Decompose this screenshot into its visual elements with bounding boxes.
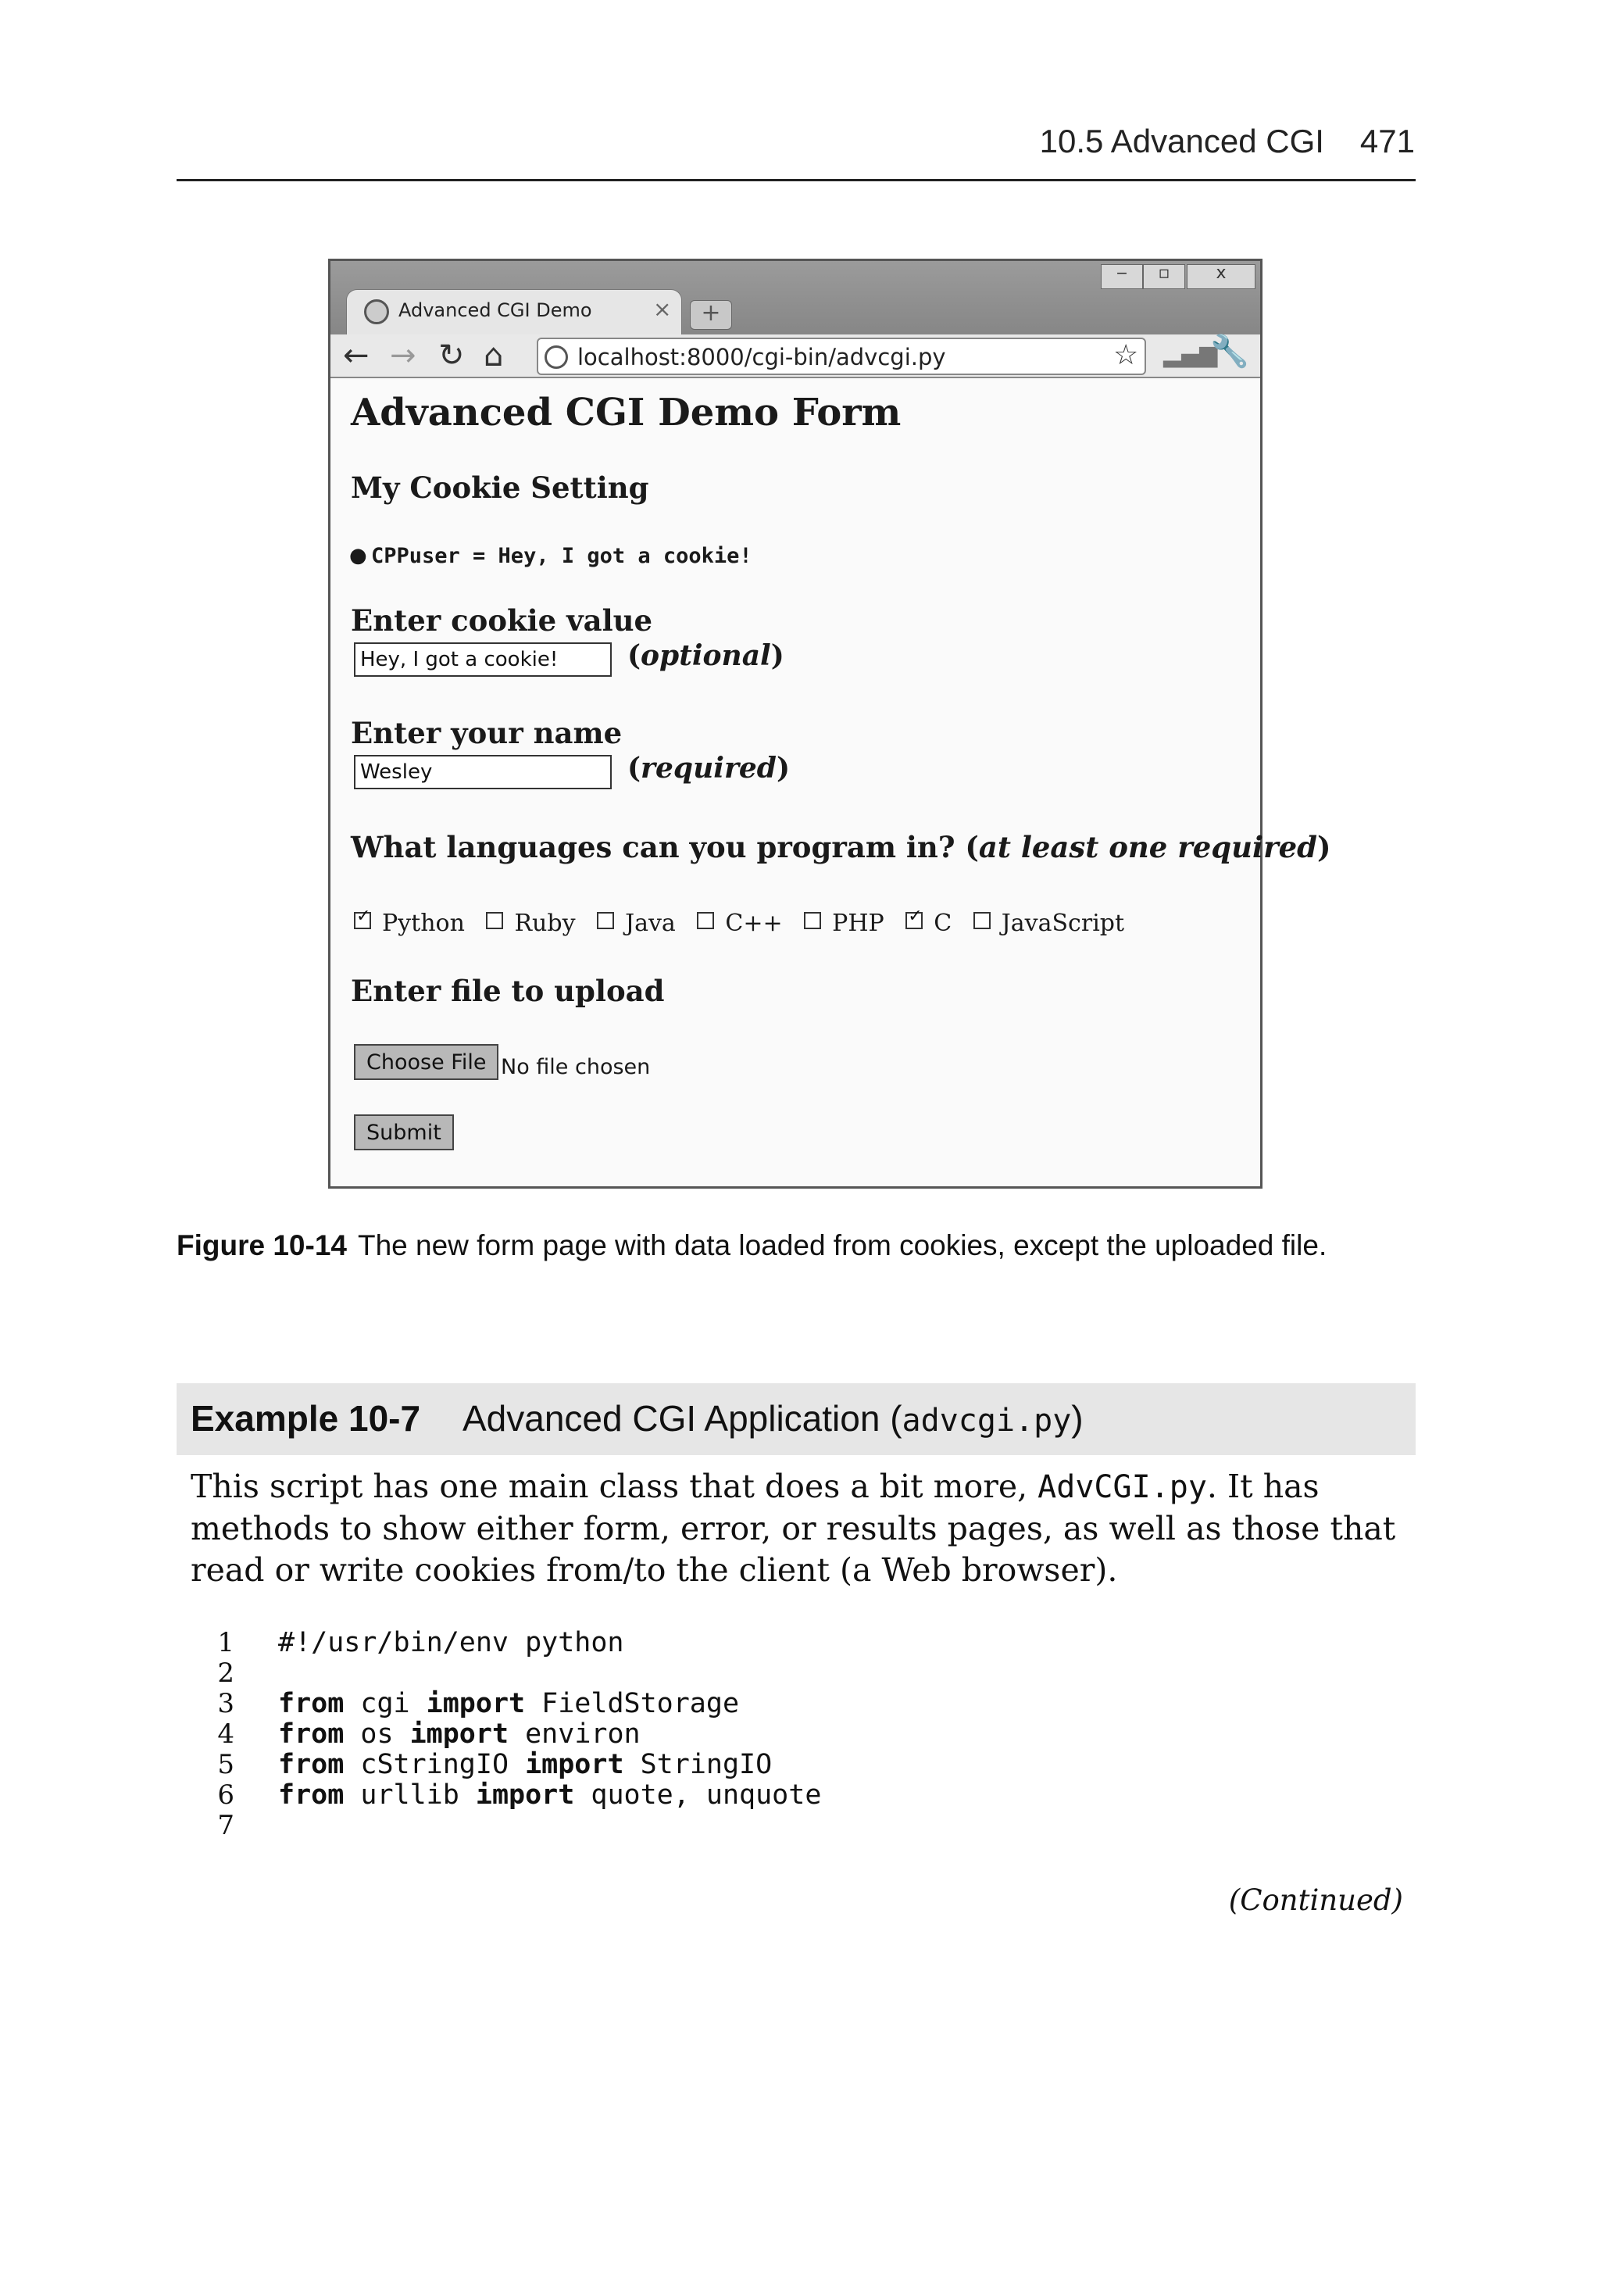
tab-close-icon[interactable]: × bbox=[653, 296, 672, 322]
example-filename: advcgi.py bbox=[902, 1403, 1072, 1439]
form-title: Advanced CGI Demo Form bbox=[351, 391, 902, 435]
running-header bbox=[1040, 123, 1415, 160]
no-file-text: No file chosen bbox=[501, 1055, 651, 1079]
page-number: 471 bbox=[1359, 123, 1415, 159]
checkbox-c[interactable] bbox=[905, 912, 923, 929]
upload-label: Enter file to upload bbox=[351, 974, 665, 1008]
wrench-icon[interactable]: 🔧 bbox=[1210, 334, 1249, 370]
code-keyword: import bbox=[426, 1688, 526, 1719]
forward-arrow-icon[interactable]: → bbox=[390, 338, 416, 374]
line-number: 6 bbox=[217, 1779, 234, 1811]
maximize-button[interactable] bbox=[1143, 264, 1185, 289]
url-text[interactable]: localhost:8000/cgi-bin/advcgi.py bbox=[577, 344, 946, 370]
code-text bbox=[278, 1749, 772, 1780]
header-rule bbox=[177, 179, 1416, 181]
code-token: os bbox=[344, 1718, 410, 1750]
code-token: urllib bbox=[344, 1779, 476, 1811]
line-number: 3 bbox=[217, 1688, 234, 1719]
checkbox-ruby[interactable] bbox=[486, 912, 503, 929]
name-hint: (required) bbox=[627, 752, 791, 785]
reload-icon[interactable]: ↻ bbox=[438, 338, 465, 374]
line-number: 4 bbox=[217, 1718, 234, 1750]
choose-file-button[interactable]: Choose File bbox=[354, 1044, 498, 1080]
address-bar[interactable] bbox=[537, 338, 1146, 375]
code-text bbox=[278, 1688, 739, 1719]
browser-title-bar bbox=[330, 261, 1260, 378]
figure-label: Figure 10-14 bbox=[177, 1229, 347, 1261]
language-label: Python bbox=[382, 910, 465, 937]
intro-paragraph bbox=[191, 1466, 1409, 1591]
continued-note: (Continued) bbox=[1228, 1883, 1403, 1917]
code-keyword: import bbox=[475, 1779, 575, 1811]
figure-caption-text: The new form page with data loaded from cookies, except the uploaded file. bbox=[357, 1229, 1327, 1261]
name-hint-text: required bbox=[641, 752, 777, 785]
code-token: FieldStorage bbox=[525, 1688, 740, 1719]
code-text bbox=[278, 1779, 821, 1811]
cookie-hint: (optional) bbox=[627, 639, 784, 672]
code-text bbox=[278, 1627, 624, 1658]
example-title-text: Advanced CGI Application ( bbox=[462, 1398, 902, 1439]
line-number: 1 bbox=[217, 1627, 234, 1658]
code-token: quote, unquote bbox=[574, 1779, 822, 1811]
language-label: PHP bbox=[832, 910, 884, 937]
browser-tab[interactable] bbox=[346, 289, 682, 334]
code-keyword: from bbox=[278, 1749, 345, 1780]
cookie-heading: My Cookie Setting bbox=[351, 470, 649, 505]
line-number: 5 bbox=[217, 1749, 234, 1780]
minimize-icon: ‒ bbox=[1116, 263, 1127, 283]
cookie-value-label: Enter cookie value bbox=[351, 603, 653, 638]
plus-icon: + bbox=[701, 299, 721, 327]
example-title bbox=[462, 1397, 1084, 1439]
languages-checkboxes bbox=[354, 910, 1138, 937]
languages-label: What languages can you program in? (at least one required) bbox=[351, 830, 1331, 864]
line-number: 7 bbox=[217, 1810, 234, 1841]
page-content bbox=[330, 378, 1331, 1186]
browser-toolbar bbox=[330, 334, 1260, 378]
checkbox-javascript[interactable] bbox=[973, 912, 991, 929]
browser-window bbox=[328, 259, 1331, 1189]
language-label: C++ bbox=[725, 910, 783, 937]
globe-icon bbox=[545, 345, 568, 369]
back-arrow-icon[interactable]: ← bbox=[343, 338, 370, 374]
example-header bbox=[177, 1383, 1416, 1455]
language-label: Java bbox=[625, 910, 676, 937]
globe-icon bbox=[364, 299, 389, 324]
cookie-value-input[interactable] bbox=[354, 642, 612, 677]
figure-caption bbox=[177, 1229, 1327, 1262]
intro-text-after: . It has methods to show either form, error, or results pages, as well as those that read or write cookies from/to the client (a Web browser). bbox=[191, 1468, 1396, 1589]
cookie-hint-text: optional bbox=[641, 639, 771, 672]
intro-classname: AdvCGI.py bbox=[1038, 1469, 1207, 1505]
code-token: #!/usr/bin/env python bbox=[278, 1627, 624, 1658]
code-token: cgi bbox=[344, 1688, 427, 1719]
checkbox-cpp[interactable] bbox=[697, 912, 714, 929]
intro-text-before: This script has one main class that does a bit more, bbox=[191, 1468, 1038, 1505]
language-label: C bbox=[934, 910, 952, 937]
language-label: Ruby bbox=[514, 910, 576, 937]
languages-question: What languages can you program in? bbox=[351, 830, 955, 864]
minimize-button[interactable] bbox=[1101, 264, 1143, 289]
code-keyword: import bbox=[409, 1718, 509, 1750]
checkbox-php[interactable] bbox=[804, 912, 821, 929]
cookie-item: CPPuser = Hey, I got a cookie! bbox=[371, 544, 752, 568]
code-keyword: from bbox=[278, 1718, 345, 1750]
close-window-button[interactable] bbox=[1187, 264, 1255, 289]
signal-icon[interactable]: ▂▄▆ bbox=[1163, 341, 1218, 368]
code-keyword: from bbox=[278, 1779, 345, 1811]
languages-hint: at least one required bbox=[978, 830, 1317, 864]
new-tab-button[interactable] bbox=[690, 300, 732, 330]
code-token: environ bbox=[509, 1718, 641, 1750]
line-number: 2 bbox=[217, 1658, 234, 1689]
tab-title: Advanced CGI Demo bbox=[398, 299, 592, 321]
code-text bbox=[278, 1718, 641, 1750]
star-icon[interactable]: ☆ bbox=[1113, 339, 1139, 371]
name-input[interactable] bbox=[354, 755, 612, 789]
code-token: StringIO bbox=[623, 1749, 773, 1780]
close-icon: x bbox=[1216, 263, 1227, 283]
submit-button[interactable]: Submit bbox=[354, 1114, 454, 1150]
bullet-icon: ● bbox=[349, 544, 367, 567]
name-label: Enter your name bbox=[351, 716, 623, 750]
code-token: cStringIO bbox=[344, 1749, 526, 1780]
running-header-section: 10.5 Advanced CGI bbox=[1039, 123, 1324, 159]
code-keyword: from bbox=[278, 1688, 345, 1719]
maximize-icon: ▫ bbox=[1158, 263, 1170, 283]
example-title-close: ) bbox=[1071, 1398, 1084, 1439]
example-label: Example 10-7 bbox=[191, 1398, 421, 1439]
home-icon[interactable]: ⌂ bbox=[484, 338, 504, 374]
checkbox-python[interactable] bbox=[354, 912, 371, 929]
language-label: JavaScript bbox=[1001, 910, 1125, 937]
checkbox-java[interactable] bbox=[597, 912, 614, 929]
code-keyword: import bbox=[525, 1749, 624, 1780]
